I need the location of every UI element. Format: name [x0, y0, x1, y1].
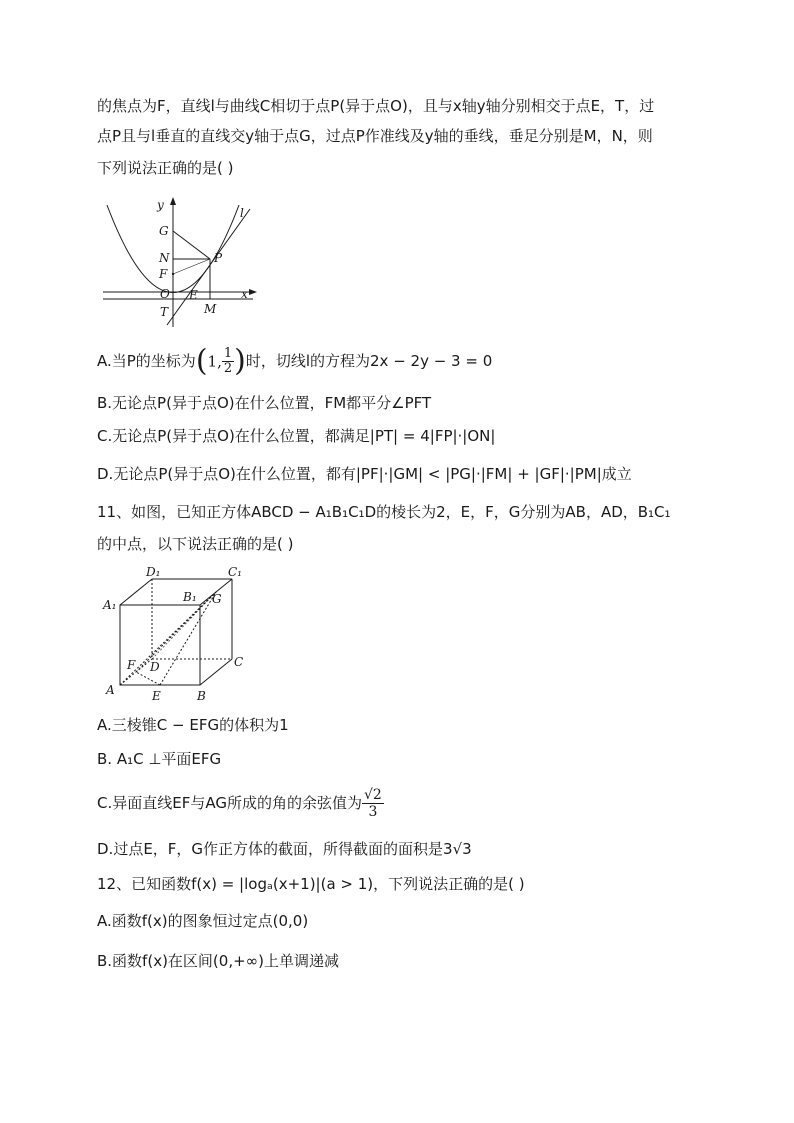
- p12-option-b: B.函数f(x)在区间(0,+∞)上单调递减: [97, 952, 340, 970]
- parabola-figure: [95, 195, 260, 330]
- label-F: F: [159, 267, 168, 281]
- label-D: D: [150, 660, 160, 674]
- p10-option-b: B.无论点P(异于点O)在什么位置，FM都平分∠PFT: [97, 394, 432, 412]
- fp-segment: [173, 259, 210, 274]
- label-x: x: [241, 287, 248, 301]
- label-C1: C₁: [228, 565, 242, 579]
- p12-option-a: A.函数f(x)的图象恒过定点(0,0): [97, 912, 309, 930]
- p11-line1: 11、如图，已知正方体ABCD − A₁B₁C₁D的棱长为2，E，F，G分别为AB，AD，B₁C₁: [97, 503, 671, 521]
- cube-figure: [100, 565, 255, 705]
- focus-point: [172, 273, 174, 275]
- p11-option-c: [97, 783, 384, 823]
- label-G: G: [212, 592, 222, 606]
- label-E: E: [189, 288, 198, 302]
- label-M: M: [204, 302, 217, 316]
- p11-optC-fraction: $\frac{√2}{3}$: [363, 787, 382, 820]
- label-A1: A₁: [103, 598, 117, 612]
- label-N: N: [159, 251, 170, 265]
- eg-segment: [160, 592, 216, 685]
- x-axis-arrow: [249, 289, 257, 295]
- p10-line3: 下列说法正确的是( ): [97, 159, 234, 177]
- p11-line2: 的中点，以下说法正确的是( ): [97, 535, 294, 553]
- label-F: F: [127, 658, 136, 672]
- normal-line: [173, 231, 210, 259]
- label-O: O: [160, 287, 170, 301]
- p10-line1: 的焦点为F，直线l与曲线C相切于点P(异于点O)，且与x轴y轴分别相交于点E，T，过: [97, 97, 655, 115]
- p10-option-c: C.无论点P(异于点O)在什么位置，都满足|PT| = 4|FP|·|ON|: [97, 427, 496, 445]
- p10-line2: 点P且与l垂直的直线交y轴于点G，过点P作准线及y轴的垂线，垂足分别是M，N，则: [97, 127, 653, 145]
- y-axis-arrow: [170, 197, 176, 205]
- p11-option-a: A.三棱锥C − EFG的体积为1: [97, 716, 289, 734]
- label-y: y: [157, 198, 164, 212]
- p10-optA-fraction: $\frac{1}{2}$: [223, 346, 233, 376]
- label-T: T: [160, 305, 169, 319]
- label-D1: D₁: [146, 565, 161, 579]
- label-B1: B₁: [183, 590, 197, 604]
- p12-line1: 12、已知函数f(x) = |logₐ(x+1)|(a > 1)，下列说法正确的是( ): [97, 875, 525, 893]
- label-l: l: [240, 206, 244, 220]
- p10-option-d: D.无论点P(异于点O)在什么位置，都有|PF|·|GM| < |PG|·|FM| + |GF|·|PM|成立: [97, 465, 632, 483]
- p11-option-b: B. A₁C ⊥平面EFG: [97, 750, 222, 768]
- label-C: C: [234, 655, 244, 669]
- p10-optA-pt: 1,: [207, 352, 222, 371]
- p10-optA-pre: A.当P的坐标为: [97, 352, 196, 370]
- label-G: G: [159, 224, 169, 238]
- p10-option-a: A.当P的坐标为(1, $\frac{1}{2}$ )时，切线l的方程为2x − 2y − 3 = 0: [97, 343, 493, 379]
- label-A: A: [106, 683, 115, 697]
- p10-optA-post: 时，切线l的方程为2x − 2y − 3 = 0: [245, 352, 493, 370]
- label-E: E: [152, 689, 161, 703]
- label-B: B: [197, 689, 206, 703]
- p11-optC-pre: C.异面直线EF与AG所成的角的余弦值为: [97, 794, 362, 812]
- label-P: P: [214, 251, 223, 265]
- p11-option-d: D.过点E，F，G作正方体的截面，所得截面的面积是3√3: [97, 840, 472, 858]
